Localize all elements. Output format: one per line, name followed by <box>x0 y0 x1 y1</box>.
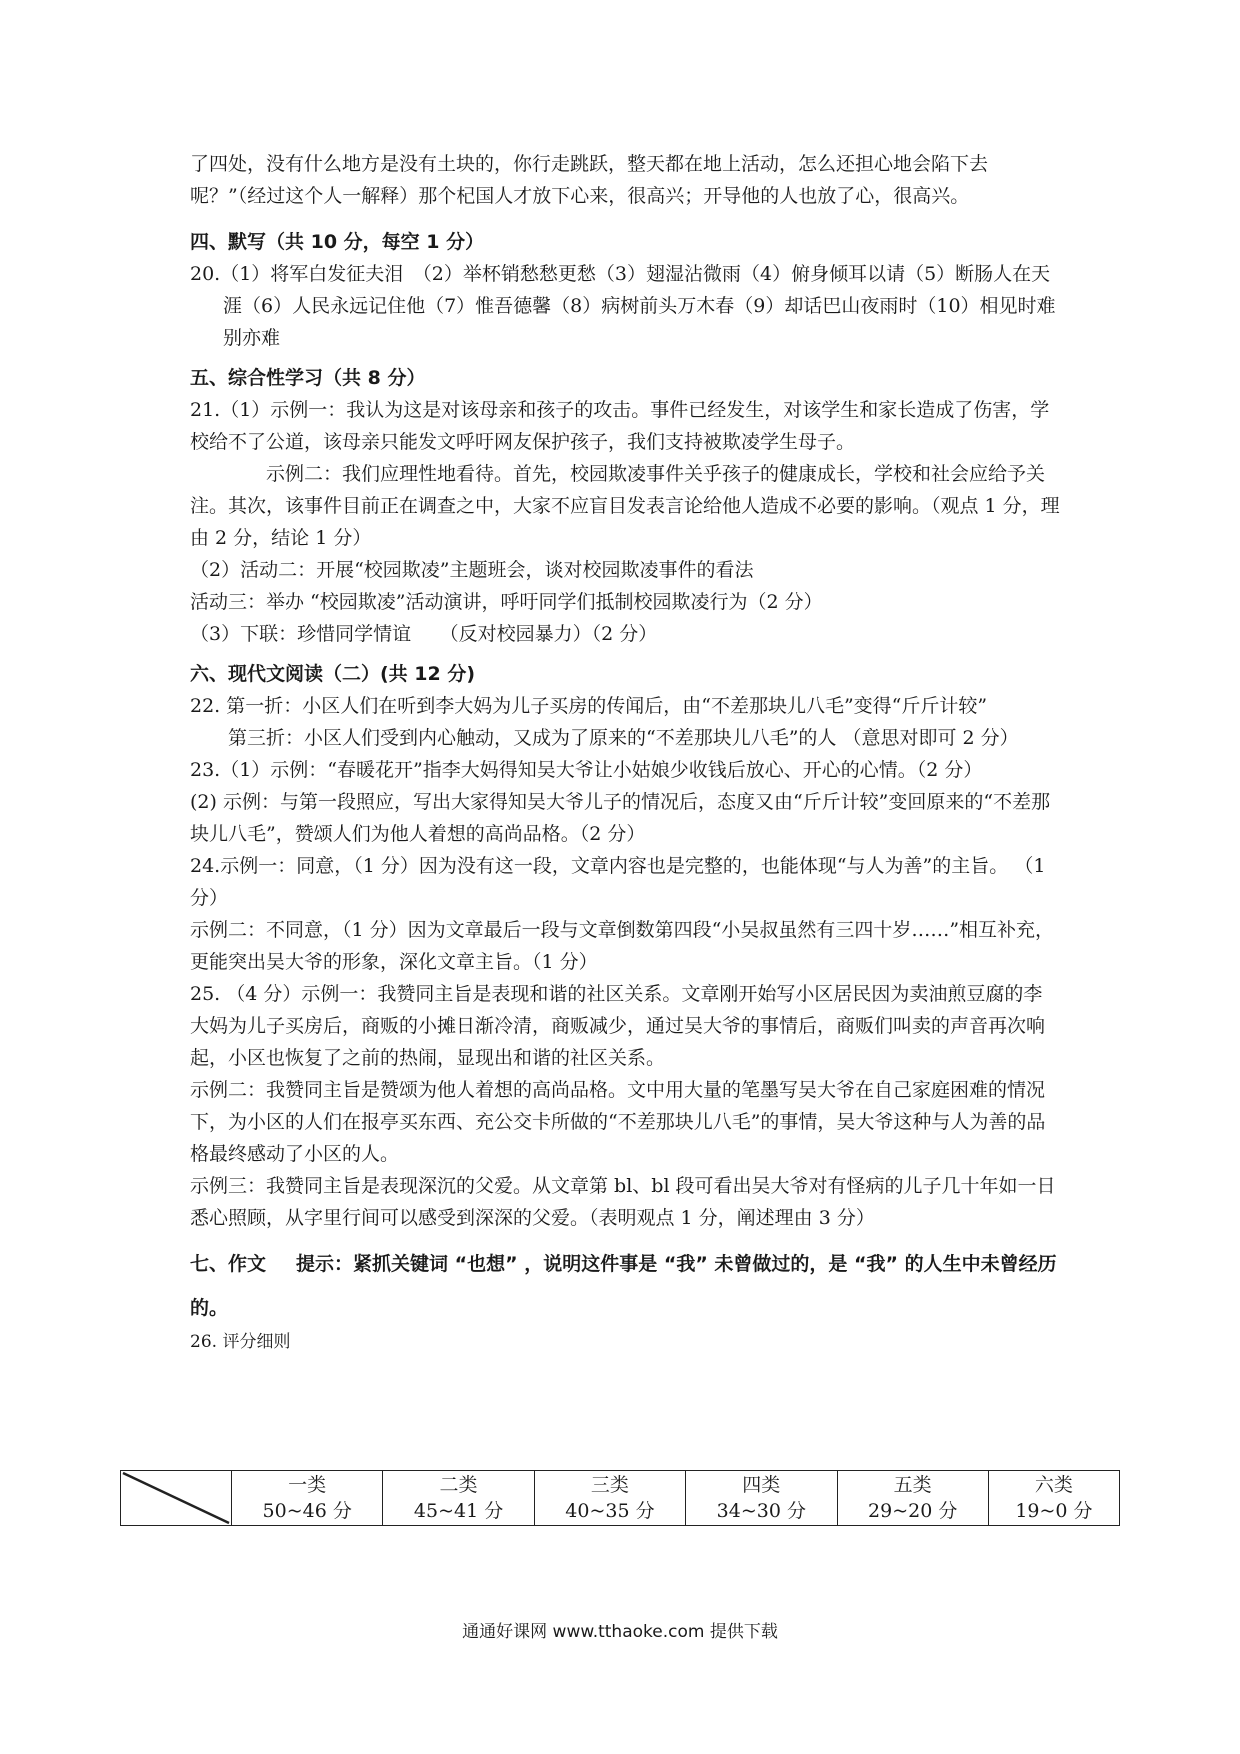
grade-name: 六类 <box>1034 1474 1073 1496</box>
grade-name: 一类 <box>288 1474 327 1496</box>
question-26-label: 26. 评分细则 <box>190 1332 291 1352</box>
question-25-example-2: 示例二：我赞同主旨是赞颂为他人着想的高尚品格。文中用大量的笔墨写吴大爷在自己家庭困难的情况下，为小区的人们在报亭买东西、充公交卡所做的“不差那块儿八毛”的事情，吴大爷这种与人为善的品格最终感动了小区的人。 <box>190 1079 1046 1165</box>
answer-content <box>190 148 1060 1354</box>
grade-name: 五类 <box>893 1474 932 1496</box>
section-7-heading <box>190 1242 1060 1330</box>
grading-table-row <box>121 1471 1120 1526</box>
grade-range: 45~41 分 <box>413 1500 504 1522</box>
question-21-3-couplet: （3）下联：珍惜同学情谊 （反对校园暴力）（2 分） <box>190 623 658 645</box>
grade-cell-1 <box>232 1471 383 1526</box>
grade-range: 40~35 分 <box>565 1500 655 1522</box>
grade-cell-2 <box>383 1471 534 1526</box>
grading-table <box>120 1470 1120 1526</box>
question-22-first-turn: 22. 第一折：小区人们在听到李大妈为儿子买房的传闻后，由“不差那块儿八毛”变得“斤斤计较” <box>190 695 988 717</box>
question-25-example-3: 示例三：我赞同主旨是表现深沉的父爱。从文章第 bl、bl 段可看出吴大爷对有怪病的儿子几十年如一日悉心照顾，从字里行间可以感受到深深的父爱。（表明观点 1 分，阐述理由 3 分） <box>190 1175 1056 1229</box>
grade-name: 三类 <box>590 1474 629 1496</box>
question-21-1-example-2: 示例二：我们应理性地看待。首先，校园欺凌事件关乎孩子的健康成长，学校和社会应给予关注。其次，该事件目前正在调查之中，大家不应盲目发表言论给他人造成不必要的影响。（观点 1 分，理由 2 分，结论 1 分） <box>190 463 1060 549</box>
question-25-example-1: 25. （4 分）示例一：我赞同主旨是表现和谐的社区关系。文章刚开始写小区居民因为卖油煎豆腐的李大妈为儿子买房后，商贩的小摊日渐冷清，商贩减少，通过吴大爷的事情后，商贩们叫卖的声音再次响起，小区也恢复了之前的热闹，显现出和谐的社区关系。 <box>190 983 1046 1069</box>
grade-range: 29~20 分 <box>868 1500 958 1522</box>
section-7-title: 七、作文 <box>190 1253 267 1275</box>
question-21-2-activity-2: （2）活动二：开展“校园欺凌”主题班会，谈对校园欺凌事件的看法 <box>190 559 754 581</box>
grade-name: 四类 <box>742 1474 781 1496</box>
diagonal-line <box>121 1471 231 1525</box>
section-7-tip: 提示：紧抓关键词 “也想” ，说明这件事是 “我” 未曾做过的，是 “我” 的人生中未曾经历的。 <box>190 1253 1057 1319</box>
question-23-1: 23.（1）示例：“春暖花开”指李大妈得知吴大爷让小姑娘少收钱后放心、开心的心情。（2 分） <box>190 759 983 781</box>
question-24-example-1: 24.示例一：同意，（1 分）因为没有这一段，文章内容也是完整的，也能体现“与人为善”的主旨。 （1 分） <box>190 855 1046 909</box>
question-24-example-2: 示例二：不同意，（1 分）因为文章最后一段与文章倒数第四段“小吴叔虽然有三四十岁……”相互补充，更能突出吴大爷的形象，深化文章主旨。（1 分） <box>190 919 1055 973</box>
question-20-answer: 20.（1）将军白发征夫泪 （2）举杯销愁愁更愁（3）翅湿沾微雨（4）俯身倾耳以请（5）断肠人在天涯（6）人民永远记住他（7）惟吾德馨（8）病树前头万木春（9）却话巴山夜雨时（10）相见时难别亦难 <box>190 263 1056 349</box>
grade-cell-5 <box>837 1471 988 1526</box>
grade-cell-3 <box>534 1471 685 1526</box>
classical-translation-continuation: 了四处，没有什么地方是没有土块的，你行走跳跃，整天都在地上活动，怎么还担心地会陷下去呢？”（经过这个人一解释）那个杞国人才放下心来，很高兴；开导他的人也放了心，很高兴。 <box>190 153 989 207</box>
section-4-heading: 四、默写（共 10 分，每空 1 分） <box>190 231 485 253</box>
grade-cell-6 <box>988 1471 1119 1526</box>
download-footer: 通通好课网 www.tthaoke.com 提供下载 <box>462 1622 778 1642</box>
grade-range: 50~46 分 <box>262 1500 352 1522</box>
grade-cell-4 <box>686 1471 837 1526</box>
grade-range: 19~0 分 <box>1015 1500 1093 1522</box>
question-21-2-activity-3: 活动三：举办 “校园欺凌”活动演讲，呼吁同学们抵制校园欺凌行为（2 分） <box>190 591 823 613</box>
question-21-1-example-1: 21.（1）示例一：我认为这是对该母亲和孩子的攻击。事件已经发生，对该学生和家长造成了伤害，学校给不了公道，该母亲只能发文呼吁网友保护孩子，我们支持被欺凌学生母子。 <box>190 399 1050 453</box>
section-6-heading: 六、现代文阅读（二）(共 12 分) <box>190 663 476 685</box>
grade-name: 二类 <box>439 1474 478 1496</box>
section-5-heading: 五、综合性学习（共 8 分） <box>190 367 426 389</box>
grade-range: 34~30 分 <box>716 1500 806 1522</box>
grading-table-corner-cell <box>121 1471 232 1526</box>
question-22-third-turn: 第三折：小区人们受到内心触动，又成为了原来的“不差那块儿八毛”的人 （意思对即可 2 分） <box>228 727 1019 749</box>
question-23-2: (2) 示例：与第一段照应，写出大家得知吴大爷儿子的情况后，态度又由“斤斤计较”变回原来的“不差那块儿八毛”，赞颂人们为他人着想的高尚品格。（2 分） <box>190 791 1051 845</box>
